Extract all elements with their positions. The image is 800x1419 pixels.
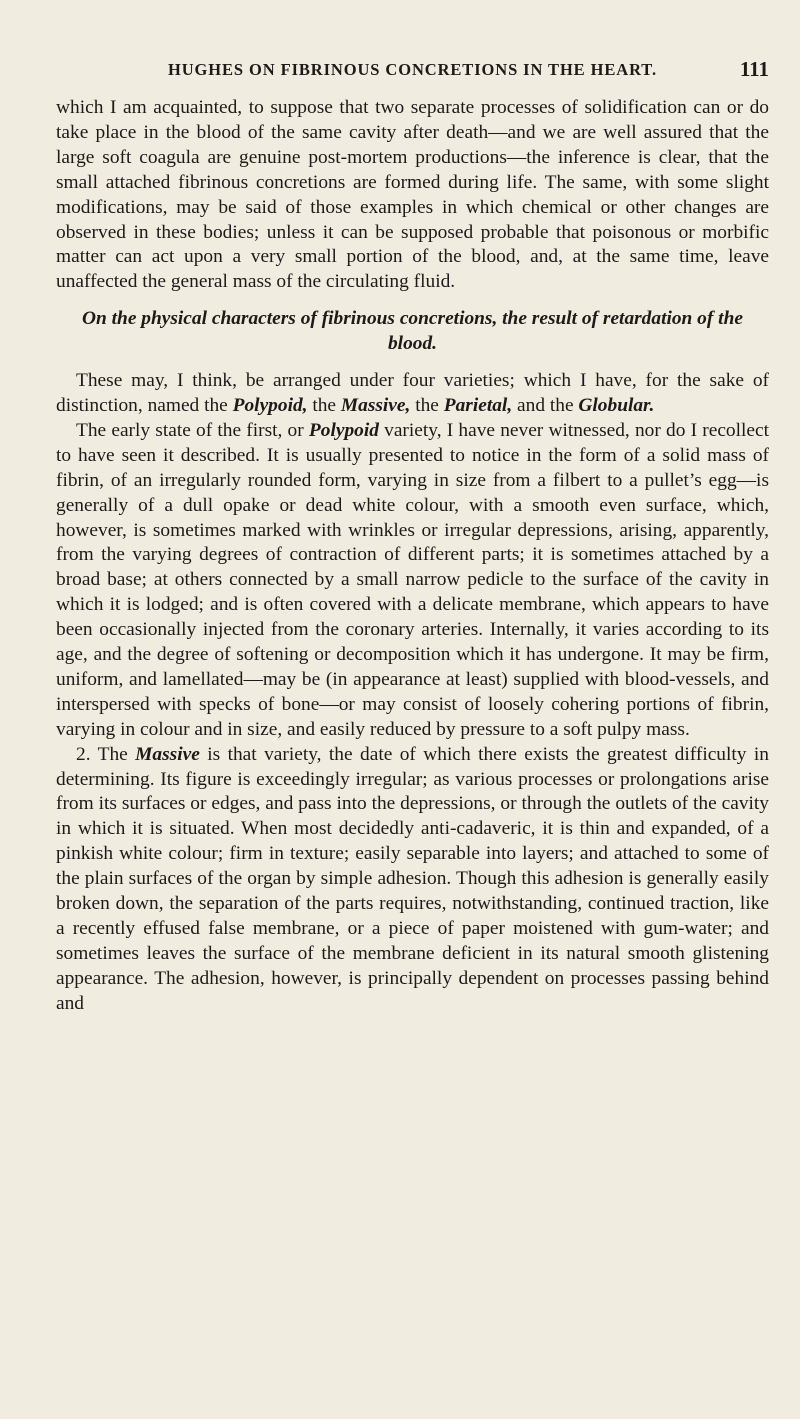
- paragraph-polypoid: [56, 419, 769, 743]
- paragraph-massive: [56, 743, 769, 1017]
- term-massive: Massive: [135, 743, 200, 765]
- text-run: the: [307, 394, 341, 416]
- text-run: These may, I think, be arranged under four varieties; which I have, for the sake of distinction, named the: [56, 370, 769, 416]
- term-polypoid: Polypoid: [308, 419, 379, 441]
- running-head-title: HUGHES ON FIBRINOUS CONCRETIONS IN THE HEART.: [167, 60, 658, 79]
- text-run: and the: [512, 394, 579, 416]
- term-massive: Massive,: [340, 394, 411, 416]
- book-page: [56, 57, 769, 1400]
- term-polypoid: Polypoid,: [232, 394, 308, 416]
- paragraph-continuation: which I am acquainted, to suppose that two separate processes of solidification can or do take place in the blood of the same cavity after death—and we are well assured that the large soft coagula are genuine post-mortem productions—the inference is clear, that the small attached fibrinous concretions are formed during life. The same, with some slight modifications, may be said of those examples in which chemical or other changes are observed in these bodies; unless it can be supposed probable that poisonous or morbific matter can act upon a very small portion of the blood, and, at the same time, leave unaffected the general mass of the circulating fluid.: [56, 97, 769, 293]
- page-number: 111: [739, 57, 769, 81]
- paragraph-varieties: [56, 369, 769, 419]
- text-run: variety, I have never witnessed, nor do I recollect to have seen it described. It is usually presented to notice in the form of a solid mass of fibrin, of an irregularly rounded form, varying in size from a filbert to a pullet’s egg—is generally of a dull opake or dead white colour, with a smooth even surface, which, however, is sometimes marked with wrinkles or irregular depressions, arising, apparently, from the varying degrees of contraction of different parts; it is sometimes attached by a broad base; at others connected by a small narrow pedicle to the surface of the cavity in which it is lodged; and is often covered with a delicate membrane, which appears to have been occasionally injected from the coronary arteries. Internally, it varies according to its age, and the degree of softening or decomposition which it has undergone. It may be firm, uniform, and lamellated—may be (in appearance at least) supplied with blood-vessels, and interspersed with specks of bone—or may consist of loosely cohering portions of fibrin, varying in colour and in size, and easily reduced by pressure to a soft pulpy mass.: [56, 419, 769, 740]
- term-globular: Globular.: [578, 394, 655, 416]
- body-text: [56, 96, 769, 1017]
- running-head: [56, 57, 769, 96]
- text-run: the: [410, 394, 444, 416]
- text-run: 2. The: [76, 743, 136, 765]
- text-run: The early state of the first, or: [76, 419, 309, 441]
- term-parietal: Parietal,: [443, 394, 513, 416]
- section-heading: On the physical characters of fibrinous concretions, the result of retardation of the blood.: [82, 308, 743, 355]
- text-run: is that variety, the date of which there exists the greatest difficulty in determining. Its figure is exceedingly irregular; as various processes or prolongations arise from its surfaces or edges, and pass into the depressions, or through the outlets of the cavity in which it is situated. When most decidedly anti-cadaveric, it is thin and expanded, of a pinkish white colour; firm in texture; easily separable into layers; and attached to some of the plain surfaces of the organ by simple adhesion. Though this adhesion is generally easily broken down, the separation of the parts requires, notwithstanding, continued traction, like a recently effused false membrane, or a piece of paper moistened with gum-water; and sometimes leaves the surface of the membrane deficient in its natural smooth glistening appearance. The adhesion, however, is principally dependent on processes passing behind and: [56, 743, 769, 1014]
